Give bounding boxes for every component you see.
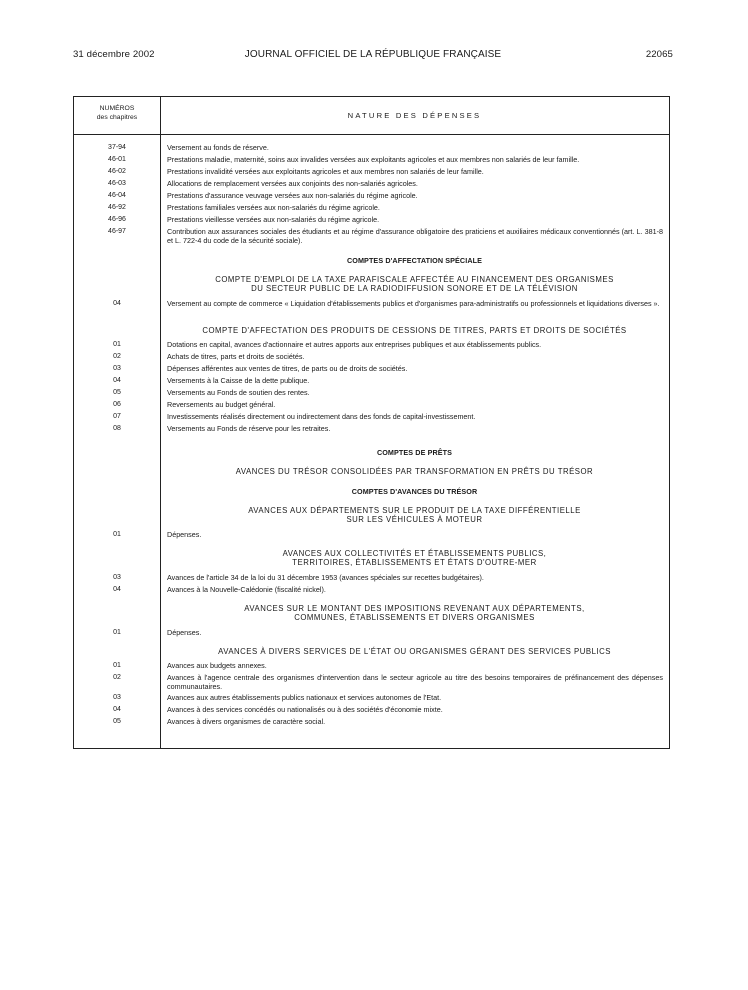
expense-nature: Versements au Fonds de réserve pour les retraites. (167, 424, 331, 433)
chapter-number: 46-01 (108, 156, 126, 163)
subsection-line: COMPTE D'EMPLOI DE LA TAXE PARAFISCALE AFFECTÉE AU FINANCEMENT DES ORGANISMES (215, 274, 614, 284)
expense-nature: Avances à des services concédés ou nationalisés ou à des sociétés d'économie mixte. (167, 705, 443, 714)
expense-nature: Dépenses afférentes aux ventes de titres, de parts ou de droits de sociétés. (167, 364, 408, 373)
subsection-line: AVANCES AUX DÉPARTEMENTS SUR LE PRODUIT DE LA TAXE DIFFÉRENTIELLE (248, 505, 581, 515)
expense-nature: Allocations de remplacement versées aux conjoints des non-salariés agricoles. (167, 179, 418, 188)
chapter-number: 02 (113, 353, 121, 360)
table-row (74, 365, 669, 377)
expenses-table (73, 96, 670, 749)
expense-nature: Versement au compte de commerce « Liquidation d'établissements publics et d'organismes para-administratifs ou professionnels et liquidations diverses ». (167, 298, 660, 308)
expense-nature: Investissements réalisés directement ou indirectement dans des fonds de capital-investissement. (167, 412, 476, 421)
expense-nature: Contribution aux assurances sociales des étudiants et au régime d'assurance obligatoire des praticiens et auxiliaires médicaux conventionnés (art. L. 381-8 et L. 722-4 du code de la sécurité sociale). (167, 227, 663, 245)
table-row (74, 629, 669, 641)
subsection-title-taxe-parafiscale (160, 275, 669, 294)
expense-nature: Avances de l'article 34 de la loi du 31 décembre 1953 (avances spéciales sur recettes budgétaires). (167, 572, 484, 582)
subsection-line: AVANCES AUX COLLECTIVITÉS ET ÉTABLISSEMENTS PUBLICS, (282, 548, 547, 558)
chapter-number: 06 (113, 401, 121, 408)
chapter-number: 04 (113, 299, 121, 307)
subsection-title-cessions-titres: COMPTE D'AFFECTATION DES PRODUITS DE CESSIONS DE TITRES, PARTS ET DROITS DE SOCIÉTÉS (202, 325, 627, 335)
chapter-number: 46-03 (108, 180, 126, 187)
expense-nature: Avances à la Nouvelle-Calédonie (fiscalité nickel). (167, 584, 326, 594)
chapter-number: 02 (113, 674, 121, 681)
chapter-number: 04 (113, 706, 121, 713)
chapter-number: 46-02 (108, 168, 126, 175)
subsection-line: DU SECTEUR PUBLIC DE LA RADIODIFFUSION SONORE ET DE LA TÉLÉVISION (251, 284, 578, 293)
column-header-numbers-line2: des chapitres (96, 113, 138, 121)
column-header-numbers-line1: NUMÉROS (99, 105, 135, 112)
chapter-number: 01 (113, 530, 121, 538)
chapter-number: 03 (113, 365, 121, 372)
subsection-line: SUR LES VÉHICULES À MOTEUR (346, 515, 483, 524)
chapter-number: 46-04 (108, 192, 126, 199)
table-row (74, 574, 669, 586)
header-journal-title: JOURNAL OFFICIEL DE LA RÉPUBLIQUE FRANÇAISE (244, 49, 502, 60)
subsection-title-avances-consolidees: AVANCES DU TRÉSOR CONSOLIDÉES PAR TRANSFORMATION EN PRÊTS DU TRÉSOR (235, 466, 594, 476)
chapter-number: 01 (113, 628, 121, 636)
header-rule (74, 134, 669, 135)
table-row (74, 228, 669, 248)
expense-nature: Achats de titres, parts et droits de sociétés. (167, 352, 305, 361)
chapter-number: 46-97 (108, 228, 126, 235)
subsection-line: COMMUNES, ÉTABLISSEMENTS ET DIVERS ORGANISMES (294, 613, 535, 622)
chapter-number: 03 (113, 573, 121, 581)
chapter-number: 05 (113, 389, 121, 396)
chapter-number: 04 (113, 585, 121, 593)
header-page-number: 22065 (645, 49, 673, 60)
chapter-number: 01 (113, 662, 121, 669)
expense-nature: Prestations invalidité versées aux exploitants agricoles et aux membres non salariés de leur famille. (167, 167, 484, 176)
table-row (74, 718, 669, 730)
expense-nature: Avances aux budgets annexes. (167, 661, 267, 670)
expense-nature: Dépenses. (167, 529, 202, 539)
subsection-title-taxe-differentielle (160, 506, 669, 525)
expense-nature: Avances aux autres établissements publics nationaux et services autonomes de l'Etat. (167, 693, 442, 702)
column-header-nature: NATURE DES DÉPENSES (347, 111, 482, 120)
chapter-number: 03 (113, 694, 121, 701)
expense-nature: Versements à la Caisse de la dette publique. (167, 376, 310, 385)
subsection-title-collectivites (160, 549, 669, 568)
expense-nature: Prestations familiales versées aux non-salariés du régime agricole. (167, 203, 380, 212)
expense-nature: Reversements au budget général. (167, 400, 276, 409)
column-header-numbers (74, 105, 160, 122)
table-row (74, 300, 669, 320)
expense-nature: Prestations maladie, maternité, soins aux invalides versées aux exploitants agricoles et aux membres non salariés de leur famille. (167, 155, 580, 164)
expense-nature: Prestations d'assurance veuvage versées aux non-salariés du régime agricole. (167, 191, 418, 200)
table-row (74, 674, 669, 694)
section-title-avances-tresor: COMPTES D'AVANCES DU TRÉSOR (351, 487, 478, 496)
subsection-title-divers-services: AVANCES À DIVERS SERVICES DE L'ÉTAT OU ORGANISMES GÉRANT DES SERVICES PUBLICS (218, 646, 611, 656)
chapter-number: 08 (113, 425, 121, 432)
expense-nature: Avances à l'agence centrale des organismes d'intervention dans le secteur agricole au titre des besoins temporaires de préfinancement des dépenses communautaires. (167, 673, 663, 691)
expense-nature: Versements au Fonds de soutien des rentes. (167, 388, 310, 397)
expense-nature: Prestations vieillesse versées aux non-salariés du régime agricole. (167, 215, 380, 224)
table-row (74, 389, 669, 401)
header-date: 31 décembre 2002 (73, 49, 155, 60)
expense-nature: Dépenses. (167, 627, 202, 637)
subsection-title-impositions (160, 604, 669, 623)
chapter-number: 46-92 (108, 204, 126, 211)
expense-nature: Dotations en capital, avances d'actionnaire et autres apports aux entreprises publiques et aux établissements publics. (167, 340, 542, 349)
table-body (74, 144, 669, 730)
subsection-line: TERRITOIRES, ÉTABLISSEMENTS ET ÉTATS D'OUTRE-MER (292, 558, 537, 567)
table-row (74, 413, 669, 425)
expense-nature: Versement au fonds de réserve. (167, 143, 269, 152)
chapter-number: 01 (113, 341, 121, 348)
chapter-number: 07 (113, 413, 121, 420)
table-row (74, 377, 669, 389)
table-row (74, 341, 669, 353)
chapter-number: 37-94 (108, 144, 126, 151)
chapter-number: 46-96 (108, 216, 126, 223)
table-row (74, 425, 669, 437)
section-title-cas: COMPTES D'AFFECTATION SPÉCIALE (346, 256, 482, 265)
expense-nature: Avances à divers organismes de caractère social. (167, 717, 326, 726)
page-header (73, 49, 673, 63)
section-title-prets: COMPTES DE PRÊTS (376, 448, 453, 457)
chapter-number: 04 (113, 377, 121, 384)
chapter-number: 05 (113, 718, 121, 725)
table-row (74, 586, 669, 598)
table-row (74, 706, 669, 718)
table-row (74, 531, 669, 543)
subsection-line: AVANCES SUR LE MONTANT DES IMPOSITIONS REVENANT AUX DÉPARTEMENTS, (244, 603, 585, 613)
